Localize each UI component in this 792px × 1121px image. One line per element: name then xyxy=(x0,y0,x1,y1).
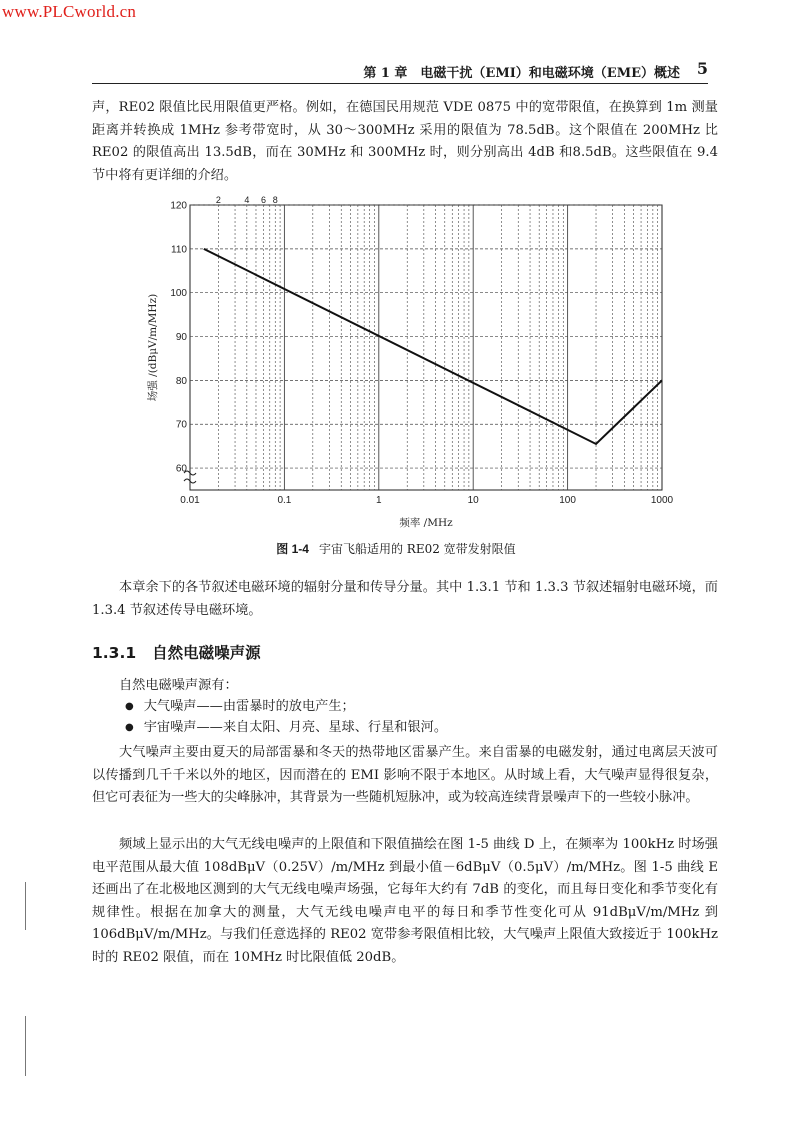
plot-frame xyxy=(190,205,662,490)
paragraph-2: 本章余下的各节叙述电磁环境的辐射分量和传导分量。其中 1.3.1 节和 1.3.3 节叙述辐射电磁环境，而 1.3.4 节叙述传导电磁环境。 xyxy=(92,580,718,618)
x-tick-label: 0.01 xyxy=(180,495,200,506)
margin-rule xyxy=(25,1016,26,1076)
figure-caption xyxy=(0,540,792,557)
section-number: 1.3.1 xyxy=(92,644,137,662)
paragraph-4: 大气噪声主要由夏天的局部雷暴和冬天的热带地区雷暴产生。来自雷暴的电磁发射，通过电离层天波可以传播到几千千米以外的地区，因而潜在的 EMI 影响不限于本地区。从时域上看，大气噪声显得很复杂，但它可表征为一些大的尖峰脉冲，其背景为一些随机短脉冲，或为较高连续背景噪声下的一些较小脉冲。 xyxy=(92,745,718,805)
top-minor-label: 2 xyxy=(215,195,221,205)
section-heading xyxy=(92,641,277,663)
top-minor-label: 4 xyxy=(244,195,250,205)
top-minor-label: 8 xyxy=(272,195,278,205)
paragraph-1: 声，RE02 限值比民用限值更严格。例如，在德国民用规范 VDE 0875 中的宽带限值，在换算到 1m 测量距离并转换成 1MHz 参考带宽时，从 30～300MHz 采用的限值为 78.5dB。这个限值在 200MHz 比 RE02 的限值高出 13.5dB，而在 30MHz 和 300MHz 时，则分别高出 4dB 和8.5dB。这些限值在 9.4 节中将有更详细的介绍。 xyxy=(92,100,718,183)
re02-limit-line xyxy=(204,249,662,444)
y-tick-label: 110 xyxy=(171,244,187,256)
x-tick-label: 1000 xyxy=(650,495,674,506)
x-axis-title: 频率 /MHz xyxy=(399,517,453,529)
list-item: ● 宇宙噪声——来自太阳、月亮、星球、行星和银河。 xyxy=(125,718,447,739)
margin-rule xyxy=(25,882,26,930)
list-item: ● 大气噪声——由雷暴时的放电产生； xyxy=(125,697,447,718)
figure-caption-text: 宇宙飞船适用的 RE02 宽带发射限值 xyxy=(318,542,516,556)
x-tick-label: 1 xyxy=(376,495,382,506)
figure-label: 图 1-4 xyxy=(276,542,309,556)
y-tick-label: 80 xyxy=(175,375,187,387)
y-tick-label: 70 xyxy=(175,419,187,431)
figure-1-4 xyxy=(140,190,680,530)
x-tick-label: 0.1 xyxy=(277,495,292,506)
paragraph-3: 自然电磁噪声源有： xyxy=(119,678,238,693)
y-tick-label: 60 xyxy=(175,463,187,475)
top-minor-label: 6 xyxy=(260,195,266,205)
x-tick-label: 100 xyxy=(559,495,576,506)
running-header xyxy=(92,57,708,84)
bullet-list xyxy=(125,697,447,739)
paragraph-5: 频域上显示出的大气无线电噪声的上限值和下限值描绘在图 1-5 曲线 D 上，在频率为 100kHz 时场强电平范围从最大值 108dBμV（0.25V）/m/MHz 到最小值－6dBμV（0.5μV）/m/MHz。图 1-5 曲线 E 还画出了在北极地区测到的大气无线电噪声场强，它每年大约有 7dB 的变化，而且每日变化和季节变化有规律性。根据在加拿大的测量，大气无线电噪声电平的每日和季节性变化可从 91dBμV/m/MHz 到 106dBμV/m/MHz。与我们任意选择的 RE02 宽带参考限值相比较，大气噪声上限值大致接近于 100kHz 时的 RE02 限值，而在 10MHz 时比限值低 20dB。 xyxy=(92,837,718,965)
y-tick-label: 100 xyxy=(170,288,187,300)
watermark: www.PLCworld.cn xyxy=(2,2,137,21)
page-number: 5 xyxy=(696,59,708,78)
x-tick-label: 10 xyxy=(467,495,479,506)
section-title: 自然电磁噪声源 xyxy=(152,644,261,662)
y-tick-label: 120 xyxy=(170,200,187,212)
y-tick-label: 90 xyxy=(175,332,187,344)
chart-svg xyxy=(140,190,680,530)
y-axis-title: 场强 /(dBμV/m/MHz) xyxy=(147,293,159,402)
chapter-title: 第 1 章 电磁干扰（EMI）和电磁环境（EME）概述 xyxy=(363,66,680,81)
